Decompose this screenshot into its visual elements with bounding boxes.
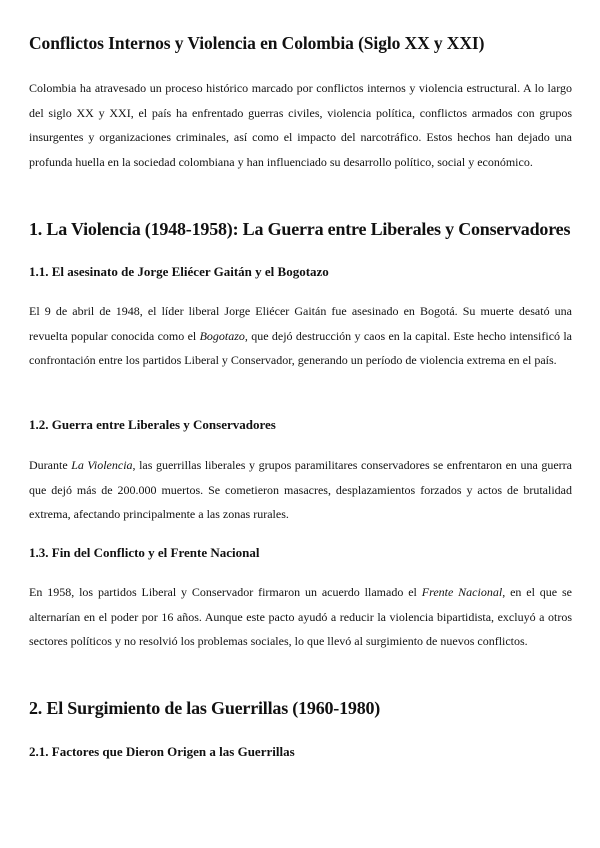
subsection-1-1-heading: 1.1. El asesinato de Jorge Eliécer Gaitán y el Bogotazo bbox=[29, 264, 329, 279]
section-2-heading: 2. El Surgimiento de las Guerrillas (1960-1980) bbox=[29, 698, 381, 718]
section-1-heading: 1. La Violencia (1948-1958): La Guerra entre Liberales y Conservadores bbox=[29, 219, 571, 239]
subsection-1-2-paragraph: Durante La Violencia, las guerrillas liberales y grupos paramilitares conservadores se enfrentaron en una guerra que dejó más de 200.000 muertos. Se cometieron masacres, desplazamientos forzados y actos de brutalidad extrema, afectando principalmente a las zonas rurales. bbox=[29, 458, 572, 522]
subsection-2-1-heading: 2.1. Factores que Dieron Origen a las Guerrillas bbox=[29, 744, 295, 759]
emphasis-frente-nacional: Frente Nacional bbox=[421, 585, 503, 599]
subsection-1-2-heading: 1.2. Guerra entre Liberales y Conservadores bbox=[29, 417, 276, 432]
intro-paragraph: Colombia ha atravesado un proceso histórico marcado por conflictos internos y violencia estructural. A lo largo del siglo XX y XXI, el país ha enfrentado guerras civiles, violencia política, conflictos armados con grupos insurgentes y organizaciones criminales, así como el impacto del narcotráfico. Estos hechos han dejado una profunda huella en la sociedad colombiana y han influenciado su desarrollo político, social y económico. bbox=[29, 81, 572, 169]
document-title: Conflictos Internos y Violencia en Colombia (Siglo XX y XXI) bbox=[29, 33, 485, 53]
subsection-1-1-paragraph: El 9 de abril de 1948, el líder liberal Jorge Eliécer Gaitán fue asesinado en Bogotá. Su muerte desató una revuelta popular conocida como el Bogotazo, que dejó destrucción y caos en la capital. Este hecho intensificó la confrontación entre los partidos Liberal y Conservador, generando un período de violencia extrema en el país. bbox=[29, 304, 573, 368]
subsection-1-3-paragraph: En 1958, los partidos Liberal y Conservador firmaron un acuerdo llamado el Frente Nacional, en el que se alternarían en el poder por 16 años. Aunque este pacto ayudó a reducir la violencia bipartidista, excluyó a otros sectores políticos y no resolvió los problemas sociales, lo que llevó al surgimiento de nuevos conflictos. bbox=[29, 585, 573, 649]
emphasis-bogotazo: Bogotazo bbox=[199, 328, 245, 343]
subsection-1-3-heading: 1.3. Fin del Conflicto y el Frente Nacional bbox=[29, 545, 260, 560]
emphasis-la-violencia: La Violencia bbox=[71, 458, 133, 472]
